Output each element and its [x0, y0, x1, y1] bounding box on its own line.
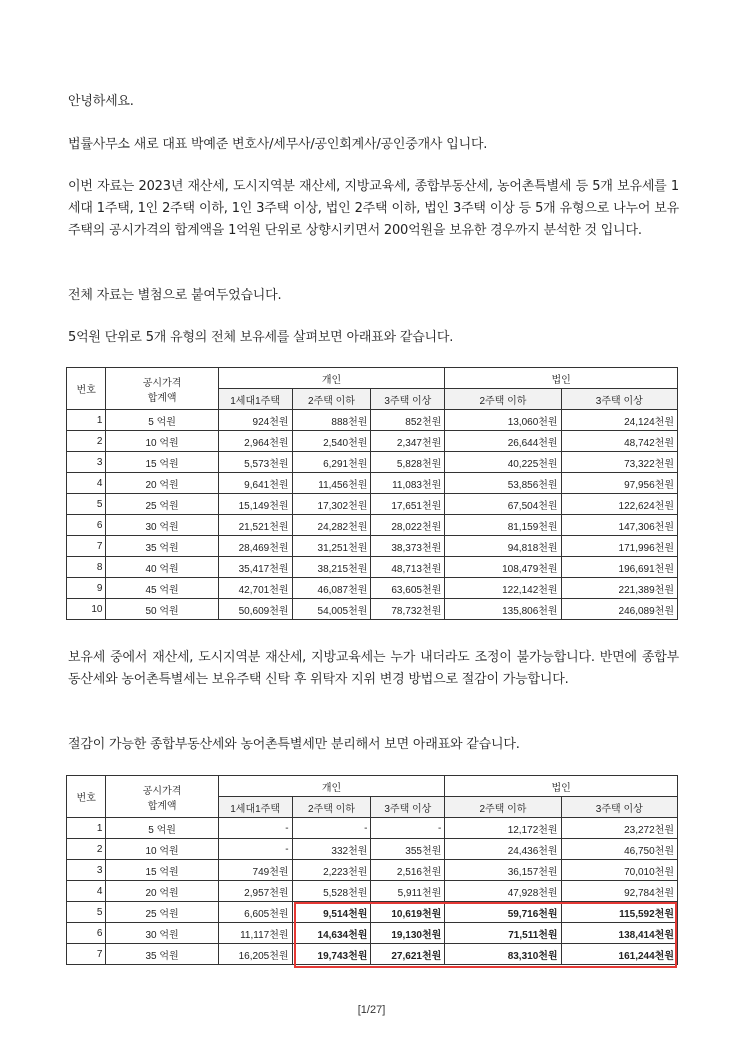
- table-cell: 246,089천원: [561, 599, 677, 620]
- table-cell: 24,282천원: [292, 515, 371, 536]
- table-cell: 67,504천원: [445, 494, 561, 515]
- table-cell: 4: [67, 473, 106, 494]
- table-row: [67, 557, 678, 578]
- table-row: [67, 818, 678, 839]
- attachment-text: 전체 자료는 별첨으로 붙여두었습니다.: [68, 288, 282, 303]
- table-cell: 40,225천원: [445, 452, 561, 473]
- table-cell: -: [292, 818, 371, 839]
- table-cell: 92,784천원: [561, 881, 677, 902]
- table-cell: 12,172천원: [445, 818, 561, 839]
- table-cell: 5,828천원: [371, 452, 445, 473]
- table-cell: 15,149천원: [218, 494, 292, 515]
- table-cell: 1: [67, 818, 106, 839]
- table-cell: 38,215천원: [292, 557, 371, 578]
- table-cell: 40 억원: [106, 557, 218, 578]
- table-row: [67, 599, 678, 620]
- table1-intro-text: 5억원 단위로 5개 유형의 전체 보유세를 살펴보면 아래표와 같습니다.: [68, 330, 454, 345]
- table-cell: 70,010천원: [561, 860, 677, 881]
- page-number: [1/27]: [357, 1004, 386, 1016]
- table-cell: -: [218, 839, 292, 860]
- table-cell: 115,592천원: [561, 902, 677, 923]
- table2-intro-text: 절감이 가능한 종합부동산세와 농어촌특별세만 분리해서 보면 아래표와 같습니다.: [68, 737, 520, 752]
- table-cell: 97,956천원: [561, 473, 677, 494]
- table-cell: 38,373천원: [371, 536, 445, 557]
- table-cell: 27,621천원: [371, 944, 445, 965]
- table-cell: 3: [67, 860, 106, 881]
- header-price-line1: 공시가격: [142, 377, 182, 389]
- table-row: [67, 860, 678, 881]
- greeting-text: 안녕하세요.: [68, 94, 134, 109]
- table-cell: -: [371, 818, 445, 839]
- table-cell: 30 억원: [106, 923, 218, 944]
- table-cell: -: [218, 818, 292, 839]
- table-cell: 1: [67, 410, 106, 431]
- table-cell: 2: [67, 839, 106, 860]
- table-row: [67, 902, 678, 923]
- header-ind-3house: 3주택 이상: [371, 389, 445, 410]
- table-cell: 16,205천원: [218, 944, 292, 965]
- table-cell: 35 억원: [106, 944, 218, 965]
- table-cell: 24,124천원: [561, 410, 677, 431]
- table-row: [67, 839, 678, 860]
- table-cell: 171,996천원: [561, 536, 677, 557]
- header-corp-2house: 2주택 이하: [445, 389, 561, 410]
- table-cell: 10 억원: [106, 431, 218, 452]
- table-cell: 48,713천원: [371, 557, 445, 578]
- header-corp-3house: 3주택 이상: [561, 389, 677, 410]
- table-cell: 888천원: [292, 410, 371, 431]
- header-corp-2house: 2주택 이하: [445, 797, 561, 818]
- table-cell: 108,479천원: [445, 557, 561, 578]
- table-cell: 6: [67, 923, 106, 944]
- header-ind-1house: 1세대1주택: [218, 797, 292, 818]
- table-cell: 81,159천원: [445, 515, 561, 536]
- table-cell: 924천원: [218, 410, 292, 431]
- table-cell: 83,310천원: [445, 944, 561, 965]
- table-cell: 10,619천원: [371, 902, 445, 923]
- adjust-note-text: 보유세 중에서 재산세, 도시지역분 재산세, 지방교육세는 누가 내더라도 조정이 불가능합니다. 반면에 종합부동산세와 농어촌특별세는 보유주택 신탁 후 위탁자 지위 변경 방법으로 절감이 가능합니다.: [68, 650, 679, 687]
- table-cell: 5,911천원: [371, 881, 445, 902]
- table-row: [67, 578, 678, 599]
- table-cell: 14,634천원: [292, 923, 371, 944]
- table-cell: 25 억원: [106, 494, 218, 515]
- table-cell: 9,641천원: [218, 473, 292, 494]
- table-cell: 35 억원: [106, 536, 218, 557]
- header-no: 번호: [67, 776, 106, 818]
- table-cell: 11,083천원: [371, 473, 445, 494]
- table-cell: 147,306천원: [561, 515, 677, 536]
- table-cell: 13,060천원: [445, 410, 561, 431]
- table-cell: 7: [67, 536, 106, 557]
- table-cell: 852천원: [371, 410, 445, 431]
- header-price-line2: 합계액: [147, 800, 177, 812]
- table-cell: 35,417천원: [218, 557, 292, 578]
- header-ind-2house: 2주택 이하: [292, 389, 371, 410]
- header-ind-3house: 3주택 이상: [371, 797, 445, 818]
- header-corporate: 법인: [445, 776, 678, 797]
- intro-text: 법률사무소 새로 대표 박예준 변호사/세무사/공인회계사/공인중개사 입니다.: [68, 137, 488, 152]
- table-cell: 36,157천원: [445, 860, 561, 881]
- table-cell: 2,347천원: [371, 431, 445, 452]
- header-price: [106, 368, 218, 410]
- table-cell: 59,716천원: [445, 902, 561, 923]
- table-cell: 53,856천원: [445, 473, 561, 494]
- table-cell: 50,609천원: [218, 599, 292, 620]
- table-cell: 5,528천원: [292, 881, 371, 902]
- table-cell: 50 억원: [106, 599, 218, 620]
- table-cell: 6,291천원: [292, 452, 371, 473]
- table-cell: 3: [67, 452, 106, 473]
- table-cell: 6: [67, 515, 106, 536]
- table-cell: 42,701천원: [218, 578, 292, 599]
- table-cell: 48,742천원: [561, 431, 677, 452]
- table-cell: 15 억원: [106, 860, 218, 881]
- table-cell: 47,928천원: [445, 881, 561, 902]
- table-cell: 10: [67, 599, 106, 620]
- table-cell: 2: [67, 431, 106, 452]
- table-cell: 45 억원: [106, 578, 218, 599]
- table-cell: 138,414천원: [561, 923, 677, 944]
- table-cell: 78,732천원: [371, 599, 445, 620]
- total-tax-table: [66, 367, 678, 620]
- table-row: [67, 473, 678, 494]
- table-cell: 46,087천원: [292, 578, 371, 599]
- header-corporate: 법인: [445, 368, 678, 389]
- table-cell: 161,244천원: [561, 944, 677, 965]
- table-cell: 2,957천원: [218, 881, 292, 902]
- table-cell: 94,818천원: [445, 536, 561, 557]
- table-cell: 8: [67, 557, 106, 578]
- table-cell: 21,521천원: [218, 515, 292, 536]
- table-cell: 7: [67, 944, 106, 965]
- table-cell: 122,624천원: [561, 494, 677, 515]
- table-cell: 25 억원: [106, 902, 218, 923]
- header-individual: 개인: [218, 776, 445, 797]
- table-row: [67, 944, 678, 965]
- table-cell: 17,651천원: [371, 494, 445, 515]
- table-cell: 122,142천원: [445, 578, 561, 599]
- header-corp-3house: 3주택 이상: [561, 797, 677, 818]
- table-cell: 9: [67, 578, 106, 599]
- table-cell: 4: [67, 881, 106, 902]
- table-row: [67, 881, 678, 902]
- table-cell: 2,516천원: [371, 860, 445, 881]
- table-row: [67, 536, 678, 557]
- header-price: [106, 776, 218, 818]
- table-cell: 54,005천원: [292, 599, 371, 620]
- table-cell: 20 억원: [106, 473, 218, 494]
- table-cell: 20 억원: [106, 881, 218, 902]
- table-cell: 10 억원: [106, 839, 218, 860]
- table-cell: 2,964천원: [218, 431, 292, 452]
- header-no: 번호: [67, 368, 106, 410]
- table-cell: 355천원: [371, 839, 445, 860]
- table-cell: 71,511천원: [445, 923, 561, 944]
- table-cell: 5 억원: [106, 818, 218, 839]
- table-row: [67, 452, 678, 473]
- table-cell: 17,302천원: [292, 494, 371, 515]
- table-cell: 196,691천원: [561, 557, 677, 578]
- header-individual: 개인: [218, 368, 445, 389]
- table-cell: 5 억원: [106, 410, 218, 431]
- header-price-line1: 공시가격: [142, 785, 182, 797]
- header-price-line2: 합계액: [147, 392, 177, 404]
- table-cell: 28,022천원: [371, 515, 445, 536]
- table-row: [67, 923, 678, 944]
- table-cell: 5,573천원: [218, 452, 292, 473]
- table-cell: 19,743천원: [292, 944, 371, 965]
- table-cell: 19,130천원: [371, 923, 445, 944]
- table-row: [67, 410, 678, 431]
- table-cell: 221,389천원: [561, 578, 677, 599]
- reducible-tax-table: [66, 775, 678, 965]
- table-row: [67, 494, 678, 515]
- table-cell: 63,605천원: [371, 578, 445, 599]
- table-cell: 135,806천원: [445, 599, 561, 620]
- table-cell: 73,322천원: [561, 452, 677, 473]
- header-ind-1house: 1세대1주택: [218, 389, 292, 410]
- table-cell: 749천원: [218, 860, 292, 881]
- table-cell: 2,223천원: [292, 860, 371, 881]
- table-cell: 28,469천원: [218, 536, 292, 557]
- table-cell: 2,540천원: [292, 431, 371, 452]
- table-cell: 5: [67, 494, 106, 515]
- header-ind-2house: 2주택 이하: [292, 797, 371, 818]
- table-row: [67, 431, 678, 452]
- description-text: 이번 자료는 2023년 재산세, 도시지역분 재산세, 지방교육세, 종합부동산세, 농어촌특별세 등 5개 보유세를 1세대 1주택, 1인 2주택 이하, 1인 3주택 이상, 법인 2주택 이하, 법인 3주택 이상 등 5개 유형으로 나누어 보유주택의 공시가격의 합계액을 1억원 단위로 상향시키면서 200억원을 보유한 경우까지 분석한 것 입니다.: [68, 179, 679, 238]
- table-cell: 31,251천원: [292, 536, 371, 557]
- table-cell: 5: [67, 902, 106, 923]
- table-cell: 26,644천원: [445, 431, 561, 452]
- table-cell: 11,117천원: [218, 923, 292, 944]
- table-cell: 15 억원: [106, 452, 218, 473]
- table-cell: 9,514천원: [292, 902, 371, 923]
- table-row: [67, 515, 678, 536]
- table-cell: 6,605천원: [218, 902, 292, 923]
- table-cell: 11,456천원: [292, 473, 371, 494]
- table-cell: 46,750천원: [561, 839, 677, 860]
- table-cell: 332천원: [292, 839, 371, 860]
- table-cell: 23,272천원: [561, 818, 677, 839]
- table-cell: 30 억원: [106, 515, 218, 536]
- table-cell: 24,436천원: [445, 839, 561, 860]
